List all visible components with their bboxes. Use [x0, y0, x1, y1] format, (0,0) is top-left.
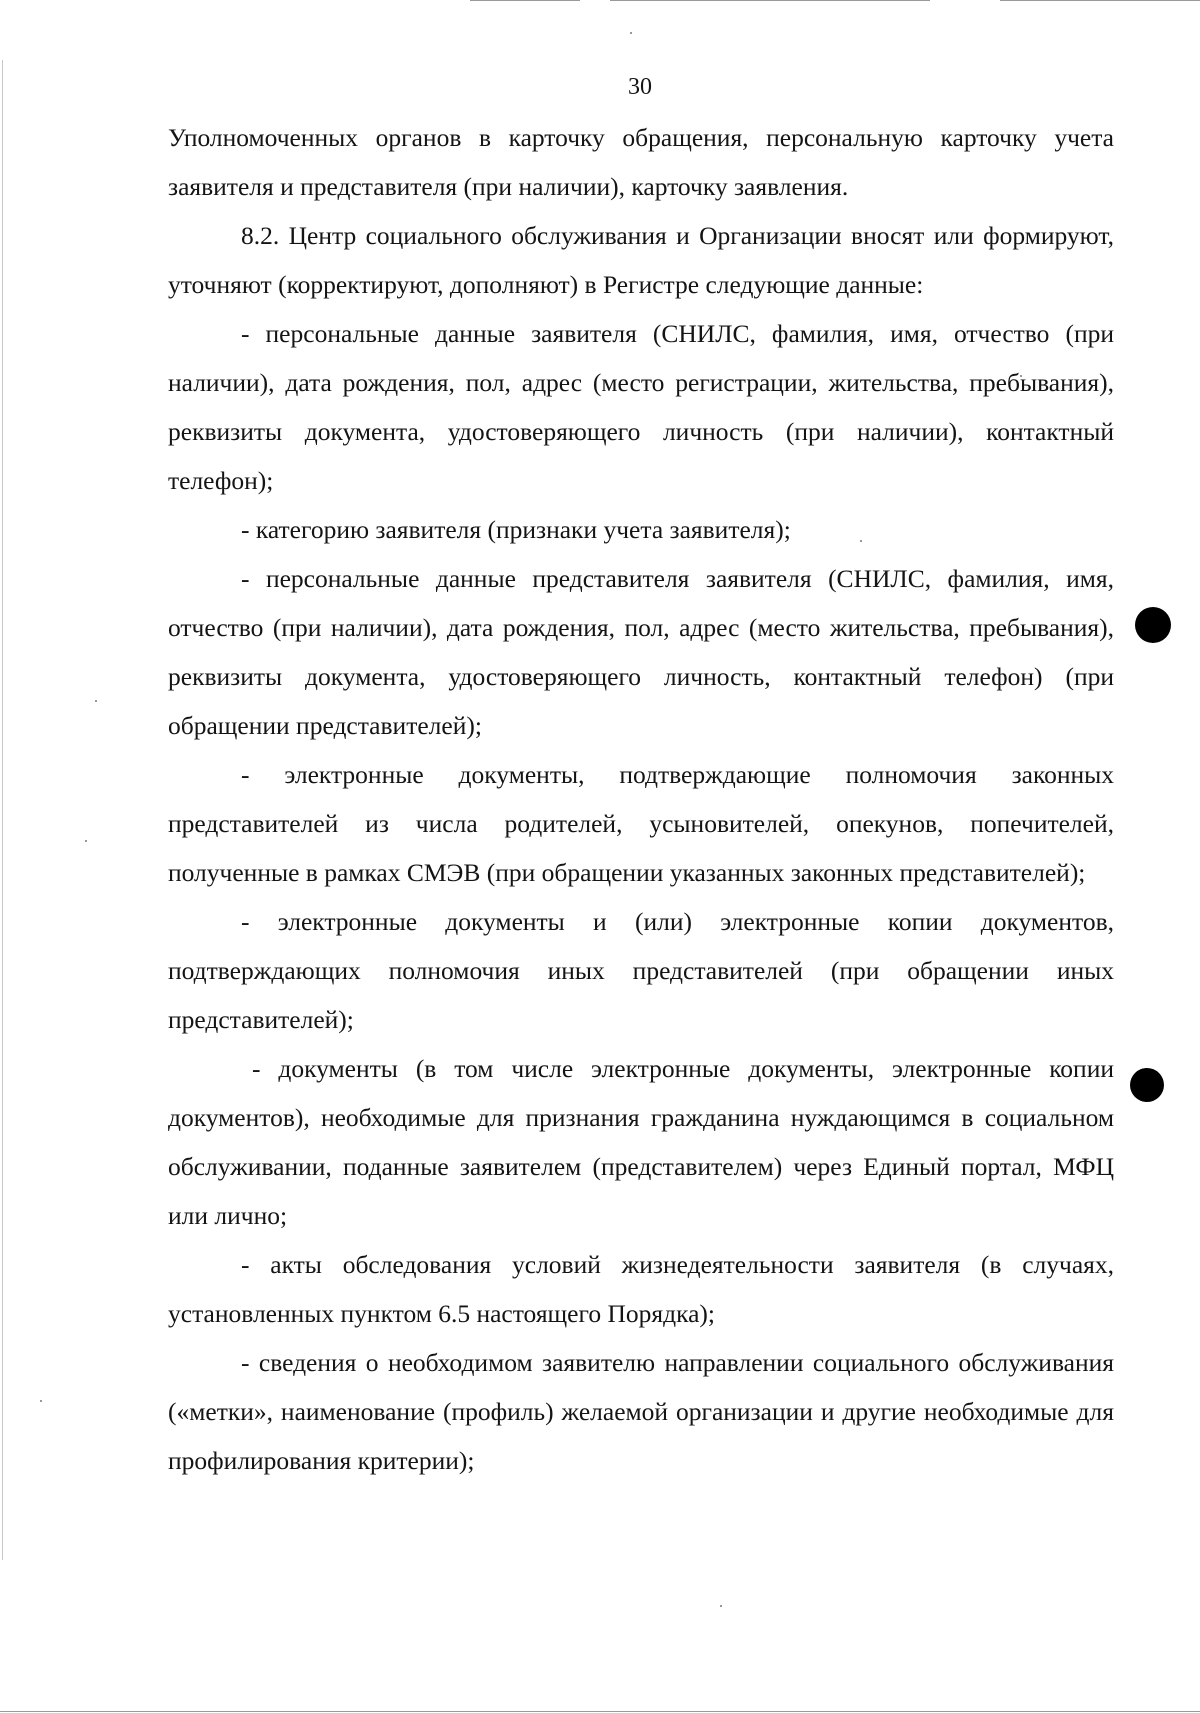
scan-edge-left-line — [2, 60, 3, 1560]
scan-speck — [85, 840, 87, 842]
list-item: - электронные документы и (или) электронные копии документов, подтверждающих полномочия иных представителей (при обращении иных представителей); — [168, 907, 1114, 1034]
list-item: - персональные данные заявителя (СНИЛС, фамилия, имя, отчество (при наличии), дата рождения, пол, адрес (место регистрации, жительства, пребывания), реквизиты документа, удостоверяющего личность (при наличии), контактный телефон); — [168, 319, 1114, 495]
list-item: - категорию заявителя (признаки учета заявителя); — [241, 515, 791, 544]
list-item: - акты обследования условий жизнедеятельности заявителя (в случаях, установленных пунктом 6.5 настоящего Порядка); — [168, 1250, 1114, 1328]
list-item: - электронные документы, подтверждающие полномочия законных представителей из числа родителей, усыновителей, опекунов, попечителей, полученные в рамках СМЭВ (при обращении указанных законных представителей); — [168, 760, 1114, 887]
list-item: - персональные данные представителя заявителя (СНИЛС, фамилия, имя, отчество (при наличии), дата рождения, пол, адрес (место жительства, пребывания), реквизиты документа, удостоверяющего личность, контактный телефон) (при обращении представителей); — [168, 564, 1114, 740]
document-body — [168, 113, 1114, 1485]
paragraph: 8.2. Центр социального обслуживания и Организации вносят или формируют, уточняют (корректируют, дополняют) в Регистре следующие данные: — [168, 221, 1114, 299]
scan-speck — [95, 700, 97, 702]
scan-edge-top-line — [1000, 0, 1200, 1]
list-item: - сведения о необходимом заявителю направлении социального обслуживания («метки», наименование (профиль) желаемой организации и другие необходимые для профилирования критерии); — [168, 1348, 1114, 1475]
punch-hole-mark — [1135, 607, 1171, 643]
scan-edge-top-line — [610, 0, 930, 1]
page-number: 30 — [628, 74, 652, 100]
paragraph: Уполномоченных органов в карточку обращения, персональную карточку учета заявителя и представителя (при наличии), карточку заявления. — [168, 123, 1114, 201]
scan-edge-top-line — [470, 0, 580, 1]
scan-speck — [630, 32, 632, 34]
scan-speck — [40, 1400, 42, 1402]
punch-hole-mark — [1130, 1068, 1164, 1102]
scan-speck — [720, 1605, 722, 1607]
list-item: - документы (в том числе электронные документы, электронные копии документов), необходимые для признания гражданина нуждающимся в социальном обслуживании, поданные заявителем (представителем) через Единый портал, МФЦ или лично; — [168, 1054, 1114, 1230]
scan-edge-bottom-line — [0, 1711, 1200, 1712]
